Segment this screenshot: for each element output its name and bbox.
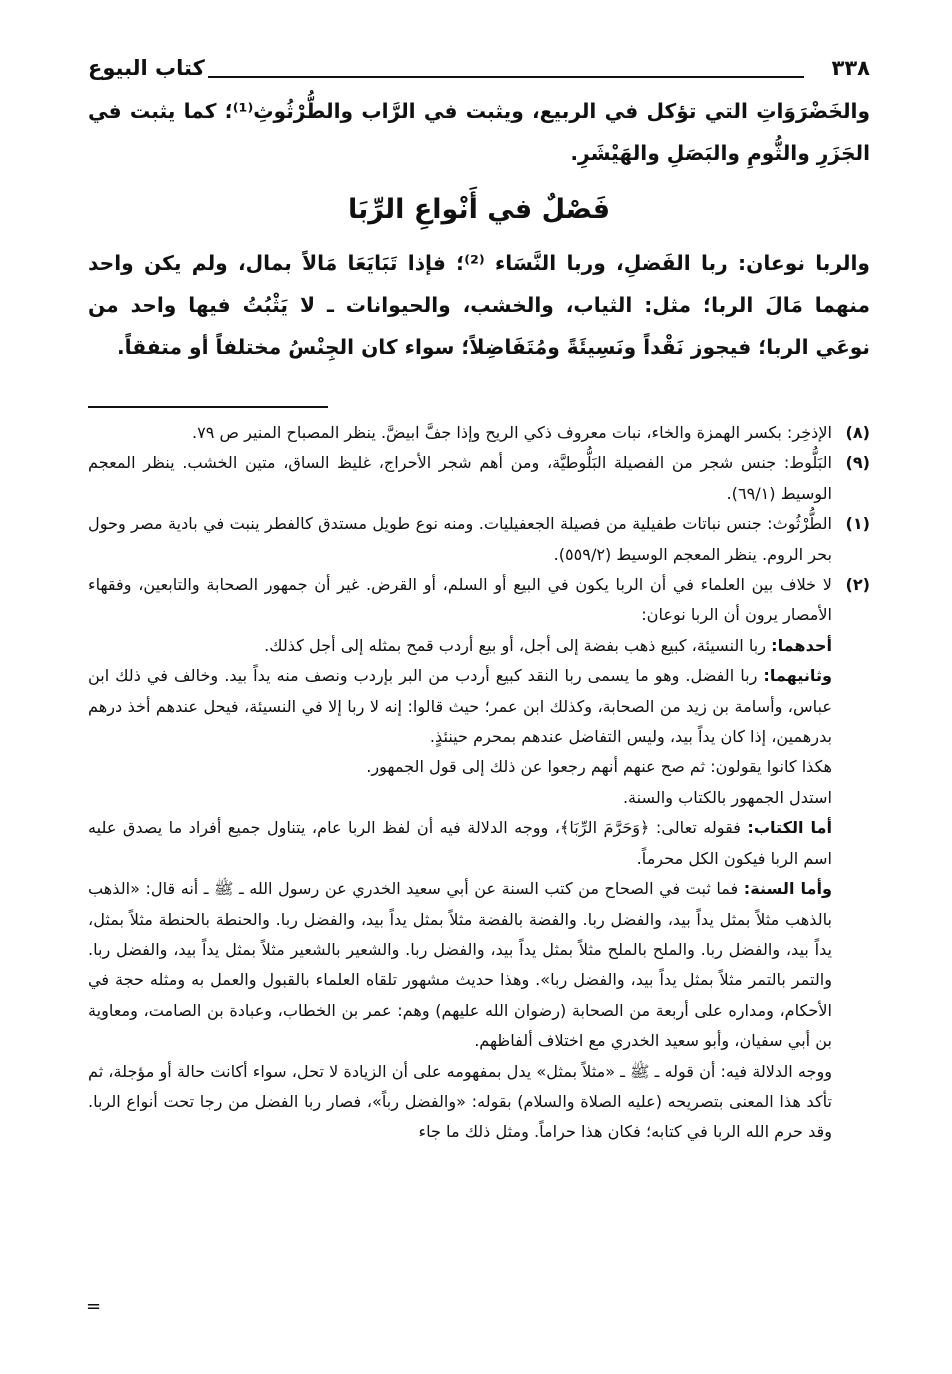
footnote-9 bbox=[88, 448, 870, 509]
footnote-paragraph: أحدهما: ربا النسيئة، كبيع ذهب بفضة إلى أجل، أو بيع أردب قمح بمثله إلى أجل كذلك. bbox=[264, 635, 832, 655]
book-page bbox=[88, 56, 870, 1148]
footnote-number: (٩) bbox=[845, 453, 870, 473]
footnote-text: الطُّرْثُوث: جنس نباتات طفيلية من فصيلة الجعفيليات. ومنه نوع طويل مستدق كالفطر ينبت في بادية مصر وحول بحر الروم. ينظر المعجم الوسيط (٥٥٩/٢). bbox=[88, 514, 832, 564]
lead-label: وأما السنة: bbox=[743, 879, 832, 899]
footnote-number: (٢) bbox=[845, 575, 870, 595]
main-text bbox=[88, 90, 870, 368]
paragraph-2: والربا نوعان: ربا الفَضلِ، وربا النَّسَاء ⁽²⁾؛ فإذا تَبَايَعَا مَالاً بمال، ولم يكن واحد منهما مَالَ الربا؛ مثل: الثياب، والخشب، والحيوانات ـ لا يَثْبُتُ فيها واحد من نوعَي الربا؛ فيجوز نَقْداً ونَسِيئَةً ومُتَفَاضِلاً؛ سواء كان الجِنْسُ مختلفاً أو متفقاً. bbox=[88, 251, 870, 359]
footnote-number: (٨) bbox=[845, 423, 870, 442]
footnote-paragraph: وأما السنة: فما ثبت في الصحاح من كتب السنة عن أبي سعيد الخدري عن رسول الله ـ ﷺ ـ أنه قال: «الذهب بالذهب مثلاً بمثل يداً بيد، والفضل ربا. والفضة بالفضة مثلاً بمثل يداً بيد، والفضل ربا. والحنطة بالحنطة مثلاً بمثل، يداً بيد، والفضل ربا. والملح بالملح مثلاً بمثل يداً بيد، والفضل ربا. والشعير بالشعير مثلاً بمثل يداً بيد، والفضل ربا. والتمر بالتمر مثلاً بمثل يداً بيد، والفضل ربا». وهذا حديث مشهور تلقاه العلماء بالقبول والعمل به ومثله حجة في الأحكام، ومداره على أربعة من الصحابة (رضوان الله عليهم) وهم: عمر بن الخطاب، وعبادة بن الصامت، ومعاوية بن أبي سفيان، وأبو سعيد الخدري مع اختلاف ألفاظهم. bbox=[88, 879, 832, 1051]
footnote-2 bbox=[88, 570, 870, 1148]
book-title: كتاب البيوع bbox=[88, 56, 205, 80]
footnote-8 bbox=[88, 418, 870, 448]
header-rule bbox=[208, 76, 804, 78]
footnote-paragraph: ووجه الدلالة فيه: أن قوله ـ ﷺ ـ «مثلاً بمثل» يدل بمفهومه على أن الزيادة لا تحل، سواء أكانت حالة أو مؤجلة، ثم تأكد هذا المعنى بتصريحه (عليه الصلاة والسلام) بقوله: «والفضل رباً»، فصار ربا الفضل من رجا تحت أنواع الربا. وقد حرم الله الربا في كتابه؛ فكان هذا حراماً. ومثل ذلك ما جاء bbox=[88, 1061, 832, 1142]
footnotes bbox=[88, 418, 870, 1148]
lead-label: وثانيهما: bbox=[763, 666, 832, 686]
footnote-text: الإذخِر: بكسر الهمزة والخاء، نبات معروف ذكي الريح وإذا جفَّ ابيضَّ. ينظر المصباح المنير ص ٧٩. bbox=[192, 423, 832, 442]
footnote-1 bbox=[88, 509, 870, 570]
page-number: ٣٣٨ bbox=[831, 56, 870, 80]
paragraph-1: والخَضْرَوَاتِ التي تؤكل في الربيع، ويثبت في الرَّاب والطُّرْثُوثِ⁽¹⁾؛ كما يثبت في الجَزَرِ والثُّومِ والبَصَلِ والهَيْشَرِ. bbox=[88, 99, 870, 165]
footnote-text: البَلُّوط: جنس شجر من الفصيلة البَلُّوطيَّة، ومن أهم شجر الأحراج، غليظ الساق، متين الخشب. ينظر المعجم الوسيط (٦٩/١). bbox=[88, 453, 832, 503]
footnote-paragraph: هكذا كانوا يقولون: ثم صح عنهم أنهم رجعوا عن ذلك إلى قول الجمهور. bbox=[366, 757, 832, 777]
footnote-text: لا خلاف بين العلماء في أن الربا يكون في البيع أو السلم، أو القرض. غير أن جمهور الصحابة والتابعين، وفقهاء الأمصار يرون أن الربا نوعان: bbox=[88, 575, 832, 625]
footnote-paragraph: وثانيهما: ربا الفضل. وهو ما يسمى ربا النقد كبيع أردب من البر بإردب ونصف منه يداً بيد. وخالف في ذلك ابن عباس، وأسامة بن زيد من الصحابة، وكذلك ابن عمر؛ حيث قالوا: إنه لا ربا إلا في النسيئة، فيحل عندهم أخذ درهم بدرهمين، إذا كان يداً بيد، وليس التفاضل عندهم بمحرم حينئذٍ. bbox=[88, 666, 832, 747]
lead-label: أحدهما: bbox=[771, 635, 832, 655]
footnote-number: (١) bbox=[845, 514, 870, 534]
footnote-paragraph: أما الكتاب: فقوله تعالى: ﴿وَحَرَّمَ الرِّبَا﴾، ووجه الدلالة فيه أن لفظ الربا عام، يتناول جميع أفراد ما يصدق عليه اسم الربا فيكون الكل محرماً. bbox=[88, 818, 832, 868]
running-header bbox=[88, 56, 870, 90]
section-heading: فَصْلٌ في أَنْواعِ الرِّبَا bbox=[347, 194, 611, 225]
lead-label: أما الكتاب: bbox=[747, 818, 832, 838]
footnote-paragraph: استدل الجمهور بالكتاب والسنة. bbox=[622, 787, 832, 807]
continuation-mark: = bbox=[86, 1296, 102, 1317]
footnote-separator bbox=[88, 406, 328, 408]
